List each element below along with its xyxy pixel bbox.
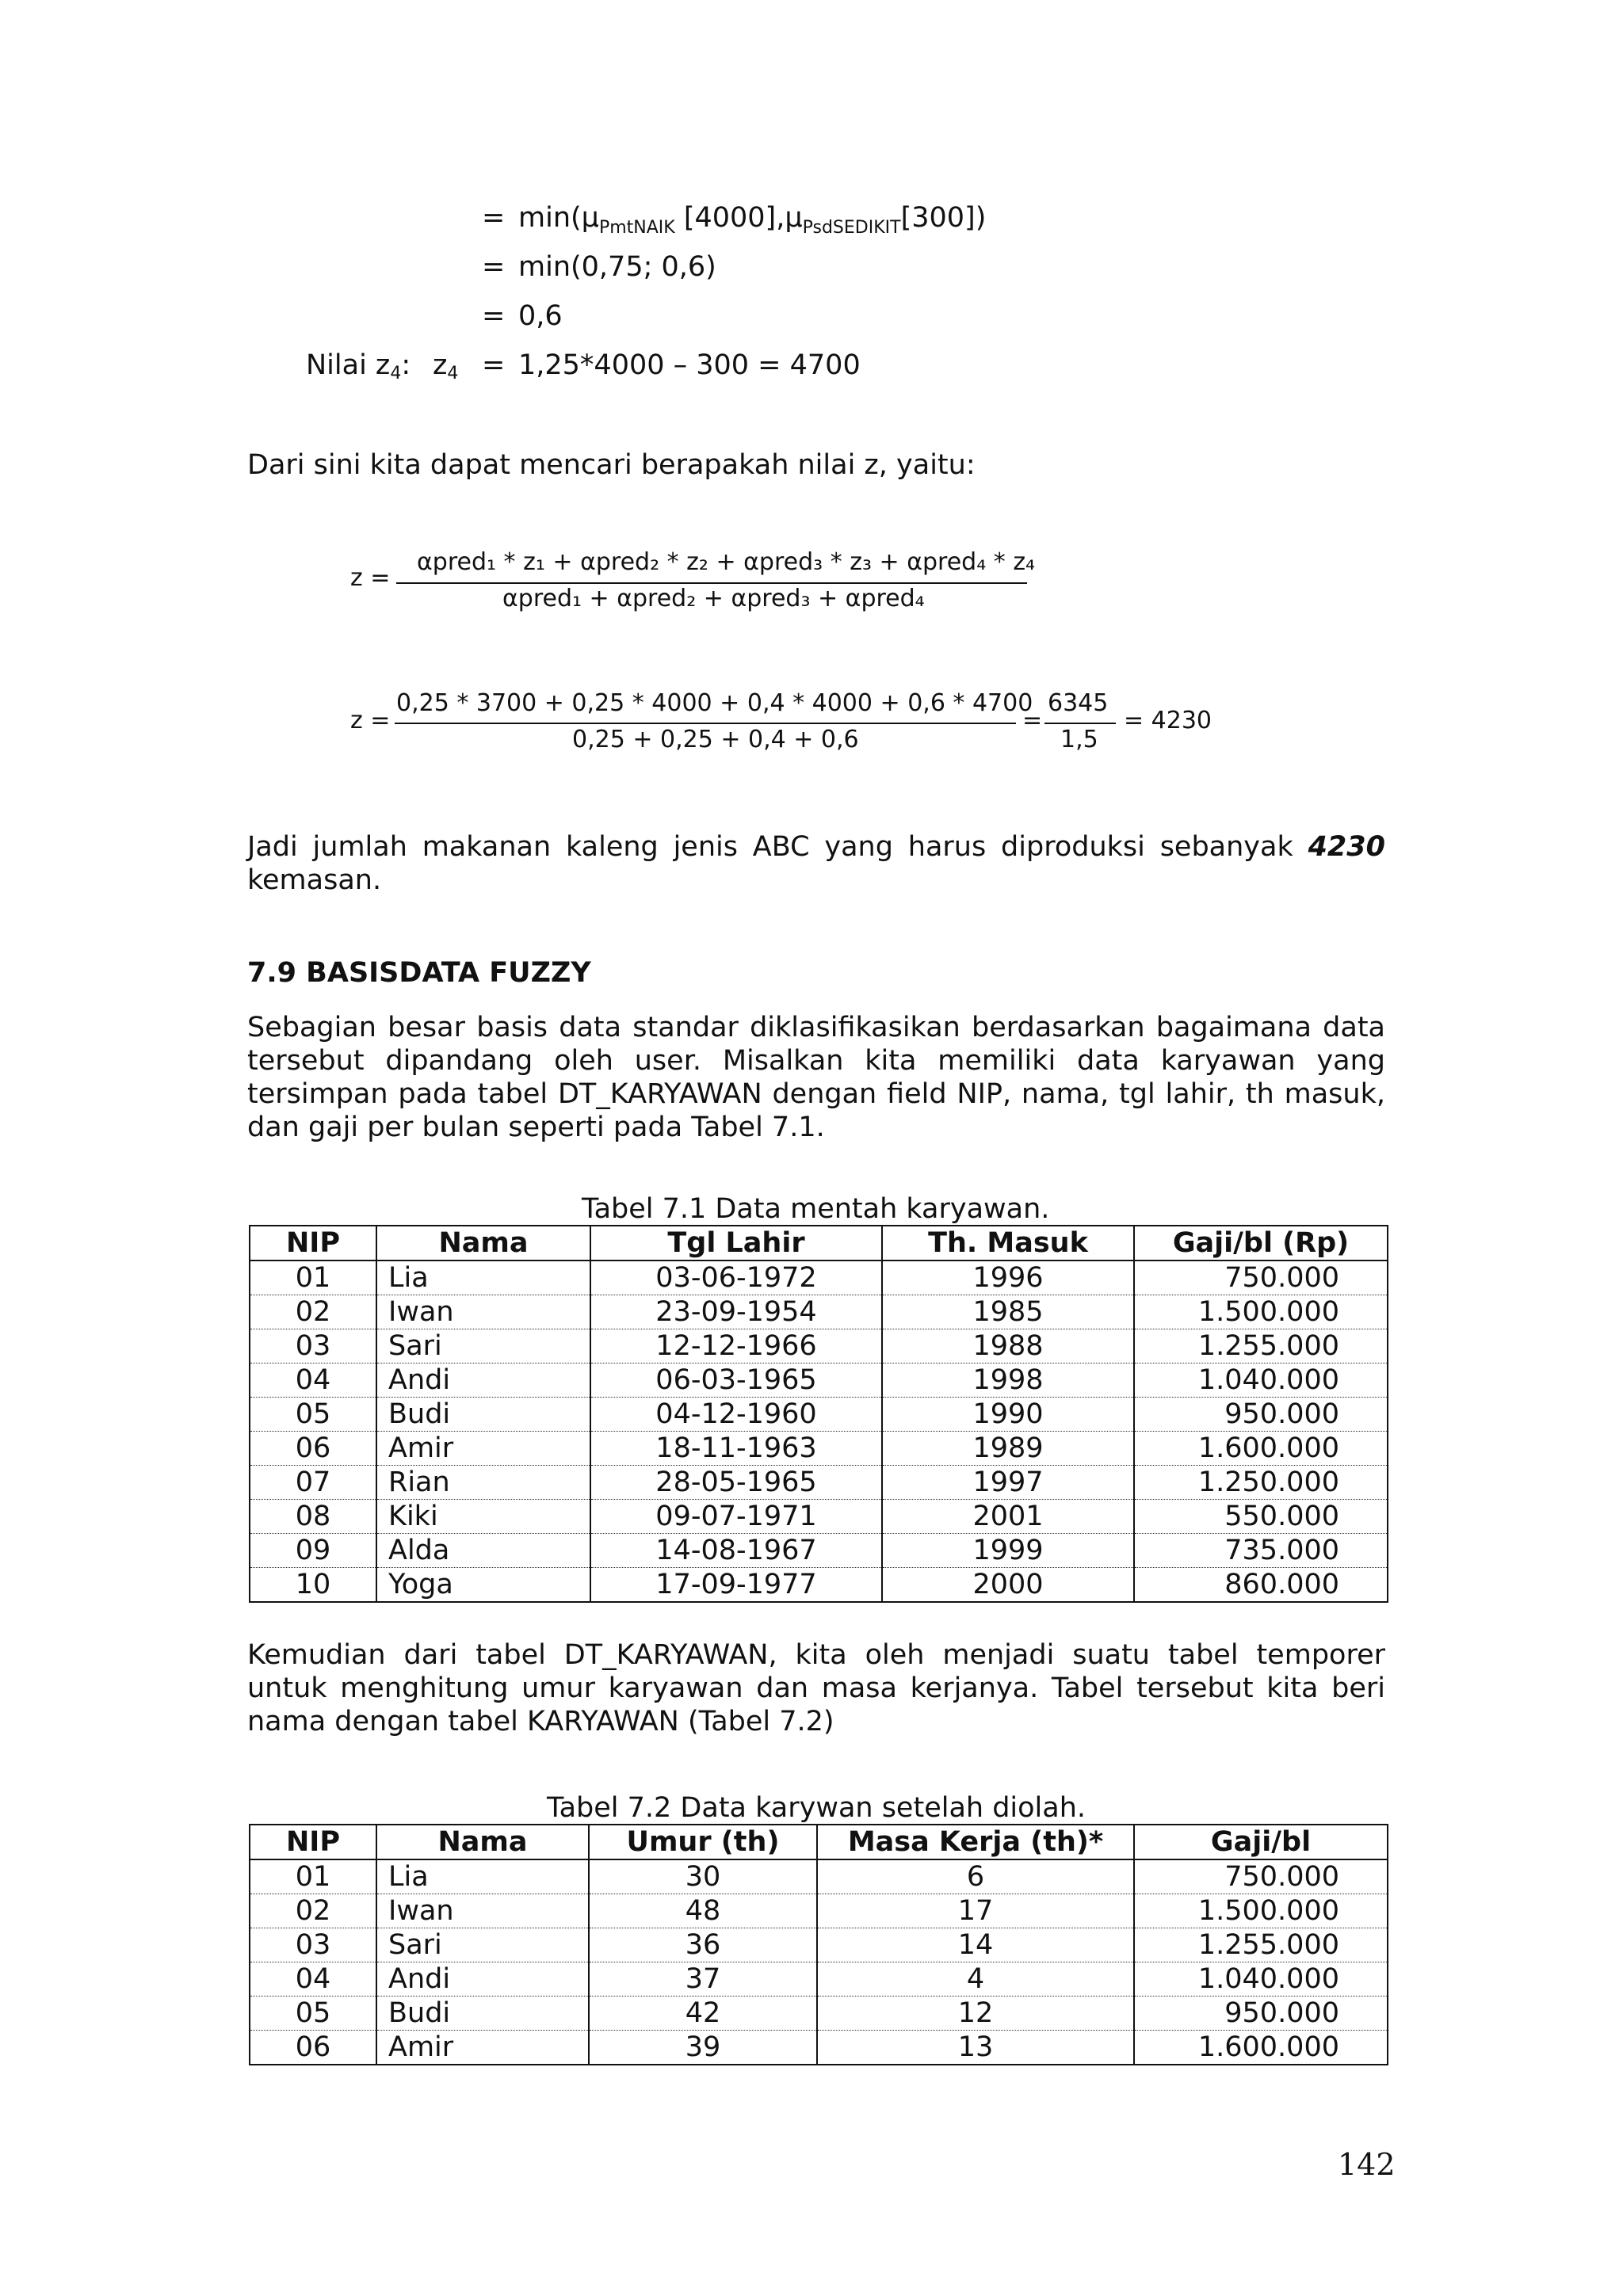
table-cell: 860.000 [1134,1568,1388,1603]
table-row [250,1534,1388,1568]
table-cell: 09-07-1971 [590,1500,882,1534]
table-cell: Alda [376,1534,590,1568]
table-cell: 08 [250,1500,376,1534]
table-cell: 14-08-1967 [590,1534,882,1568]
table-cell: Amir [376,2031,589,2065]
table-cell: Andi [376,1962,589,1997]
table-cell: 02 [250,1894,376,1928]
table-cell: 1985 [882,1295,1134,1329]
table-row [250,1859,1388,1894]
table-cell: 01 [250,1261,376,1295]
table-cell: 6 [817,1859,1134,1894]
table-cell: 39 [589,2031,817,2065]
table1-header-nama: Nama [376,1226,590,1261]
para-kemudian: Kemudian dari tabel DT_KARYAWAN, kita oleh menjadi suatu tabel temporer untuk menghitung umur karyawan dan masa kerjanya. Tabel tersebut kita beri nama dengan tabel KARYAWAN (Tabel 7.2) [247,1639,1385,1737]
table2 [249,1824,1388,2065]
table-cell: 17 [817,1894,1134,1928]
table-cell: Andi [376,1363,590,1398]
formula2-frac-den: 1,5 [1060,726,1098,753]
table-row [250,1398,1388,1432]
table-row [250,1928,1388,1962]
table-cell: Kiki [376,1500,590,1534]
table-cell: Sari [376,1329,590,1363]
page-number: 142 [1338,2147,1396,2182]
calc-line-2-expr: min(0,75; 0,6) [518,251,716,283]
table-cell: 07 [250,1466,376,1500]
table-cell: 950.000 [1134,1398,1388,1432]
table-row [250,1261,1388,1295]
table-cell: 4 [817,1962,1134,1997]
formula2-bar2 [1044,723,1116,724]
table-cell: 02 [250,1295,376,1329]
table-cell: Lia [376,1859,589,1894]
formula1-bar [396,582,1027,584]
table-cell: 1.500.000 [1134,1894,1388,1928]
table1-header-gaji: Gaji/bl (Rp) [1134,1226,1388,1261]
table-cell: Iwan [376,1894,589,1928]
table-cell: 03 [250,1329,376,1363]
table-row [250,1894,1388,1928]
table-cell: 1988 [882,1329,1134,1363]
para-dari: Dari sini kita dapat mencari berapakah nilai z, yaitu: [247,449,976,481]
table2-header-gaji: Gaji/bl [1134,1825,1388,1859]
para-sebagian: Sebagian besar basis data standar diklasifikasikan berdasarkan bagaimana data tersebut dipandang oleh user. Misalkan kita memiliki data karyawan yang tersimpan pada tabel DT_KARYAWAN dengan field NIP, nama, tgl lahir, th masuk, dan gaji per bulan seperti pada Tabel 7.1. [247,1012,1385,1143]
formula2-result: = 4230 [1124,707,1212,734]
table-cell: 13 [817,2031,1134,2065]
table-cell: 12 [817,1997,1134,2031]
table-cell: 37 [589,1962,817,1997]
table-cell: 1.500.000 [1134,1295,1388,1329]
table1-caption: Tabel 7.1 Data mentah karyawan. [582,1193,1050,1225]
table-cell: Lia [376,1261,590,1295]
table2-header-row [250,1825,1388,1859]
table-cell: 1.600.000 [1134,1432,1388,1466]
table-cell: 06-03-1965 [590,1363,882,1398]
table2-header-umur: Umur (th) [589,1825,817,1859]
table-row [250,1466,1388,1500]
table-cell: 2000 [882,1568,1134,1603]
table-cell: 04-12-1960 [590,1398,882,1432]
calc-line-1-expr: $\min(\mu_{PmtNAIK}$ $[4000],\mu_{PsdSEDIKIT}[300]$) [518,202,987,238]
table-cell: 48 [589,1894,817,1928]
table-cell: 1.040.000 [1134,1363,1388,1398]
table-cell: 04 [250,1962,376,1997]
table-cell: 2001 [882,1500,1134,1534]
formula2-eq: = [1022,707,1043,734]
table-cell: 750.000 [1134,1859,1388,1894]
table-cell: 06 [250,2031,376,2065]
table-cell: 42 [589,1997,817,2031]
formula1-lhs: z = [350,564,391,592]
para-jadi: Jadi jumlah makanan kaleng jenis ABC yang harus diproduksi sebanyak 4230 kemasan. [247,831,1385,896]
table-row [250,1500,1388,1534]
table1-header-row [250,1226,1388,1261]
table-cell: 1.600.000 [1134,2031,1388,2065]
table-cell: 1989 [882,1432,1134,1466]
table-cell: Budi [376,1398,590,1432]
table-cell: 1.255.000 [1134,1928,1388,1962]
document-page: = $\min(\mu_{PmtNAIK}$ $[4000],\mu_{PsdSEDIKIT}[300]$) = min(0,75; 0,6) = 0,6 Nilai z4: z4 = 1,25*4000 – 300 = 4700 Dari sini kita dapat mencari berapakah nilai z, yaitu: z = αpred₁ * z₁ + αpred₂ * z₂ + αpred₃ * z₃ + αpred₄ * z₄ αpred₁ + αpred₂ + αpred₃ + αpred₄ z = 0,25 * 3700 + 0,25 * 4000 + 0,4 * 4000 + 0,6 * 4700 0,25 + 0,25 + 0,4 + 0,6 = 6345 1,5 = 4230 Jadi jumlah makanan kaleng jenis ABC yang harus diproduksi sebanyak 4230 kemasan. 7.9 BASISDATA FUZZY Sebagian besar basis data standar diklasifikasikan berdasarkan bagaimana data tersebut dipandang oleh user. Misalkan kita memiliki data karyawan yang tersimpan pada tabel DT_KARYAWAN dengan field NIP, nama, tgl lahir, th masuk, dan gaji per bulan seperti pada Tabel 7.1. Tabel 7.1 Data mentah karyawan. NIP Nama Tgl Lahir Th. Masuk Gaji/bl (Rp) 01 Lia 03-06-1972 1996 750.000 02 Iwan 23-09-1954 1985 1.500.000 03 Sari 12-12-1966 1988 1.255.000 04 Andi 06-03-1965 1998 1.040.000 05 Budi 04-12-1960 1990 950.000 06 Amir 18-11-1963 1989 1.600.000 07 Rian 28-05-1965 1997 1.250.000 08 Kiki 09-07-1971 2001 550.000 09 Alda 14-08-1967 1999 735.000 10 Yoga 17-09-1977 2000 860.000 Kemudian dari tabel DT_KARYAWAN, kita oleh menjadi suatu tabel temporer untuk menghitung umur karyawan dan masa kerjanya. Tabel tersebut kita beri nama dengan tabel KARYAWAN (Tabel 7.2) Tabel 7.2 Data karywan setelah diolah. NIP Nama Umur (th) Masa Kerja (th)* Gaji/bl 01 Lia 30 6 750.000 02 Iwan 48 17 1.500.000 03 Sari 36 14 1.255.000 04 Andi 37 4 1.040.000 05 Budi 42 12 950.000 06 Amir 39 13 1.600.000 142 [247,202,1396,2182]
z4-label: Nilai z4: [306,349,411,383]
table-row [250,1432,1388,1466]
table-cell: 735.000 [1134,1534,1388,1568]
formula2-lhs: z = [350,707,391,734]
table-cell: 10 [250,1568,376,1603]
table-cell: 750.000 [1134,1261,1388,1295]
table-row [250,1962,1388,1997]
table-cell: Rian [376,1466,590,1500]
table-cell: 14 [817,1928,1134,1962]
table-cell: Sari [376,1928,589,1962]
table-cell: 09 [250,1534,376,1568]
table-cell: 18-11-1963 [590,1432,882,1466]
table2-header-nama: Nama [376,1825,589,1859]
table-row [250,2031,1388,2065]
table-cell: 28-05-1965 [590,1466,882,1500]
table-cell: 12-12-1966 [590,1329,882,1363]
table-row [250,1568,1388,1603]
table-row [250,1363,1388,1398]
formula1-numerator: αpred₁ * z₁ + αpred₂ * z₂ + αpred₃ * z₃ + αpred₄ * z₄ [417,548,1036,576]
table-cell: 05 [250,1398,376,1432]
table-cell: 04 [250,1363,376,1398]
result-value: 4230 [1308,831,1385,863]
table-cell: Budi [376,1997,589,2031]
z4-var: z4 [433,349,459,383]
table-cell: 03 [250,1928,376,1962]
table-cell: Amir [376,1432,590,1466]
table-cell: 1.250.000 [1134,1466,1388,1500]
table-cell: 30 [589,1859,817,1894]
formula2-bar [395,723,1016,724]
table-row [250,1997,1388,2031]
table-cell: 1.040.000 [1134,1962,1388,1997]
table2-header-masa-kerja: Masa Kerja (th)* [817,1825,1134,1859]
table1-header-th-masuk: Th. Masuk [882,1226,1134,1261]
section-heading: 7.9 BASISDATA FUZZY [247,957,591,989]
table-cell: 23-09-1954 [590,1295,882,1329]
formula2-frac-num: 6345 [1048,689,1109,717]
table-cell: 36 [589,1928,817,1962]
table-cell: 06 [250,1432,376,1466]
formula2-numerator: 0,25 * 3700 + 0,25 * 4000 + 0,4 * 4000 + 0,6 * 4700 [396,689,1033,717]
table-cell: 05 [250,1997,376,2031]
table-cell: 1996 [882,1261,1134,1295]
table-cell: 1998 [882,1363,1134,1398]
table2-caption: Tabel 7.2 Data karywan setelah diolah. [547,1792,1086,1824]
z4-expr: 1,25*4000 – 300 = 4700 [518,349,861,381]
table-cell: 550.000 [1134,1500,1388,1534]
table-row [250,1295,1388,1329]
table-cell: 1.255.000 [1134,1329,1388,1363]
table-cell: 950.000 [1134,1997,1388,2031]
table-cell: 17-09-1977 [590,1568,882,1603]
table-cell: Iwan [376,1295,590,1329]
table-cell: 1990 [882,1398,1134,1432]
table1-header-nip: NIP [250,1226,376,1261]
table1-header-tgl-lahir: Tgl Lahir [590,1226,882,1261]
table1 [249,1225,1388,1603]
calc-line-3-expr: 0,6 [518,300,563,332]
table-row [250,1329,1388,1363]
formula2-denominator: 0,25 + 0,25 + 0,4 + 0,6 [572,726,859,753]
formula1-denominator: αpred₁ + αpred₂ + αpred₃ + αpred₄ [502,585,925,612]
table-cell: 1999 [882,1534,1134,1568]
table2-header-nip: NIP [250,1825,376,1859]
table-cell: 03-06-1972 [590,1261,882,1295]
table-cell: Yoga [376,1568,590,1603]
table-cell: 01 [250,1859,376,1894]
table-cell: 1997 [882,1466,1134,1500]
